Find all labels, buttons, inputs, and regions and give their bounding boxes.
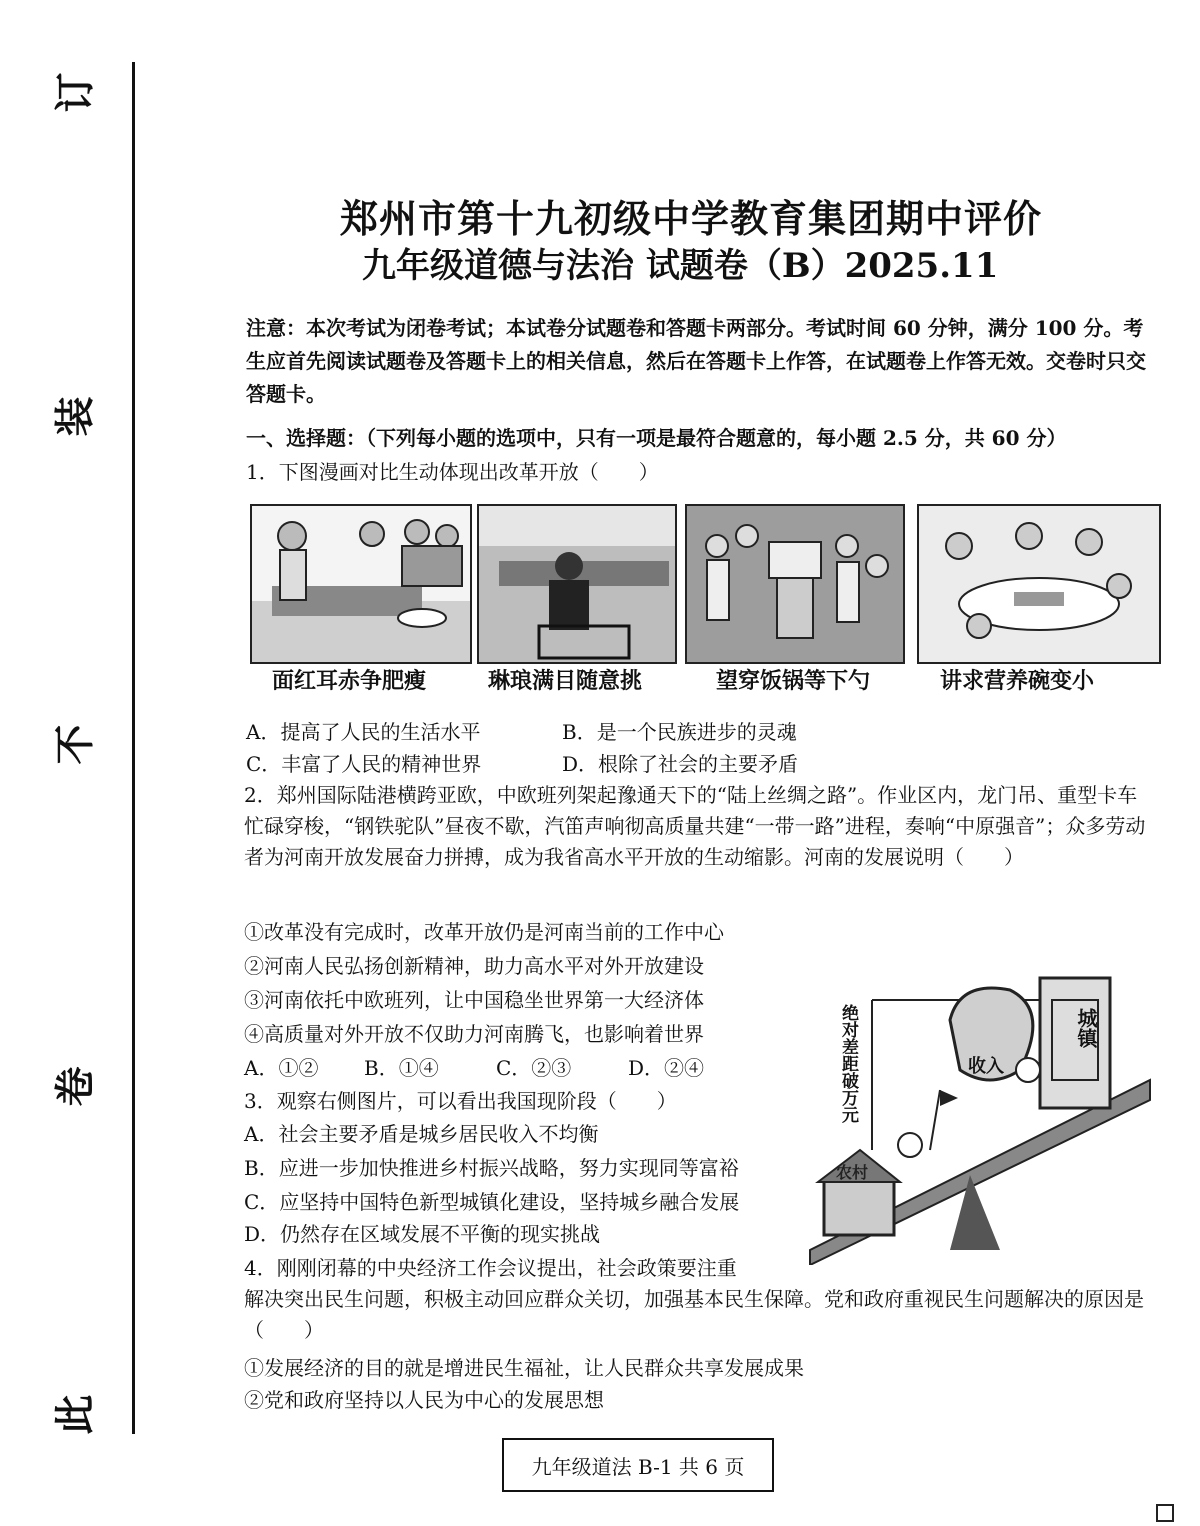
q1-option-d: D．根除了社会的主要矛盾 bbox=[562, 752, 799, 776]
q1-cartoon-panel-1 bbox=[250, 504, 472, 664]
margin-char-juan: 卷 bbox=[51, 1066, 99, 1107]
q4-item-1: ①发展经济的目的就是增进民生福祉，让人民群众共享发展成果 bbox=[244, 1356, 804, 1380]
q4-stem-line1: 4．刚刚闭幕的中央经济工作会议提出，社会政策要注重 bbox=[244, 1256, 737, 1280]
town-label: 城镇 bbox=[1074, 1008, 1098, 1048]
margin-char-ci: 此 bbox=[51, 1394, 99, 1435]
q2-item-1: ①改革没有完成时，改革开放仍是河南当前的工作中心 bbox=[244, 920, 724, 944]
margin-char-zhuang: 装 bbox=[51, 396, 99, 437]
q3-income-gap-cartoon bbox=[800, 960, 1160, 1265]
q1-cartoon-panel-2 bbox=[477, 504, 677, 664]
section1-heading: 一、选择题：（下列每小题的选项中，只有一项是最符合题意的，每小题 2.5 分，共 60 分） bbox=[246, 426, 1067, 450]
q2-choice-a: A．①② bbox=[244, 1056, 319, 1080]
q2-choice-d: D．②④ bbox=[628, 1056, 705, 1080]
q1-caption-3: 望穿饭锅等下勺 bbox=[716, 668, 871, 694]
q4-item-2: ②党和政府坚持以人民为中心的发展思想 bbox=[244, 1388, 604, 1412]
q2-item-4: ④高质量对外开放不仅助力河南腾飞，也影响着世界 bbox=[244, 1022, 704, 1046]
q3-option-c: C．应坚持中国特色新型城镇化建设，坚持城乡融合发展 bbox=[244, 1190, 740, 1214]
binding-line bbox=[132, 62, 135, 1434]
butcher-scene-illustration bbox=[252, 506, 470, 662]
q3-option-a: A．社会主要矛盾是城乡居民收入不均衡 bbox=[244, 1122, 599, 1146]
gap-label: 绝对差距破万元 bbox=[838, 1004, 858, 1123]
qr-code-icon bbox=[1156, 1504, 1174, 1522]
q3-stem: 3．观察右侧图片，可以看出我国现阶段（ ） bbox=[244, 1089, 677, 1113]
q3-option-b: B．应进一步加快推进乡村振兴战略，努力实现同等富裕 bbox=[244, 1156, 739, 1180]
q2-choice-b: B．①④ bbox=[364, 1056, 439, 1080]
q2-stem: 2．郑州国际陆港横跨亚欧，中欧班列架起豫通天下的“陆上丝绸之路”。作业区内，龙门吊、重型卡车忙碌穿梭，“钢铁驼队”昼夜不歇，汽笛声响彻高质量共建“一带一路”进程，奏响“中原强音”；众多劳动者为河南开放发展奋力拼搏，成为我省高水平开放的生动缩影。河南的发展说明（ ） bbox=[244, 783, 1146, 869]
q1-caption-2: 琳琅满目随意挑 bbox=[488, 668, 643, 694]
family-dinner-illustration bbox=[919, 506, 1159, 662]
q1-caption-4: 讲求营养碗变小 bbox=[940, 668, 1095, 694]
q1-stem: 1．下图漫画对比生动体现出改革开放（ ） bbox=[246, 460, 659, 484]
page-footer: 九年级道法 B-1 共 6 页 bbox=[502, 1438, 774, 1492]
q1-caption-1: 面红耳赤争肥瘦 bbox=[272, 668, 427, 694]
q1-option-c: C．丰富了人民的精神世界 bbox=[246, 752, 482, 776]
q2-choice-c: C．②③ bbox=[496, 1056, 572, 1080]
village-label: 农村 bbox=[836, 1163, 869, 1182]
q4-stem-rest: 解决突出民生问题，积极主动回应群众关切，加强基本民生保障。党和政府重视民生问题解决的原因是（ ） bbox=[244, 1287, 1144, 1342]
q1-cartoon-panel-3 bbox=[685, 504, 905, 664]
supermarket-scene-illustration bbox=[479, 506, 675, 662]
exam-notice: 注意：本次考试为闭卷考试；本试卷分试题卷和答题卡两部分。考试时间 60 分钟，满分 100 分。考生应首先阅读试题卷及答题卡上的相关信息，然后在答题卡上作答，在试题卷上作答无效。交卷时只交答题卡。 bbox=[246, 316, 1146, 406]
q3-option-d: D．仍然存在区域发展不平衡的现实挑战 bbox=[244, 1222, 601, 1246]
q1-option-b: B．是一个民族进步的灵魂 bbox=[562, 720, 797, 744]
q2-item-2: ②河南人民弘扬创新精神，助力高水平对外开放建设 bbox=[244, 954, 704, 978]
exam-title-line2: 九年级道德与法治 试题卷（B）2025.11 bbox=[362, 246, 999, 286]
q2-item-3: ③河南依托中欧班列，让中国稳坐世界第一大经济体 bbox=[244, 988, 704, 1012]
margin-char-bu: 不 bbox=[51, 724, 99, 765]
income-label: 收入 bbox=[968, 1056, 1004, 1077]
q1-cartoon-panel-4 bbox=[917, 504, 1161, 664]
queue-for-food-illustration bbox=[687, 506, 903, 662]
margin-char-ding: 订 bbox=[51, 72, 99, 113]
exam-title-line1: 郑州市第十九初级中学教育集团期中评价 bbox=[340, 196, 1043, 241]
q1-option-a: A．提高了人民的生活水平 bbox=[246, 720, 481, 744]
